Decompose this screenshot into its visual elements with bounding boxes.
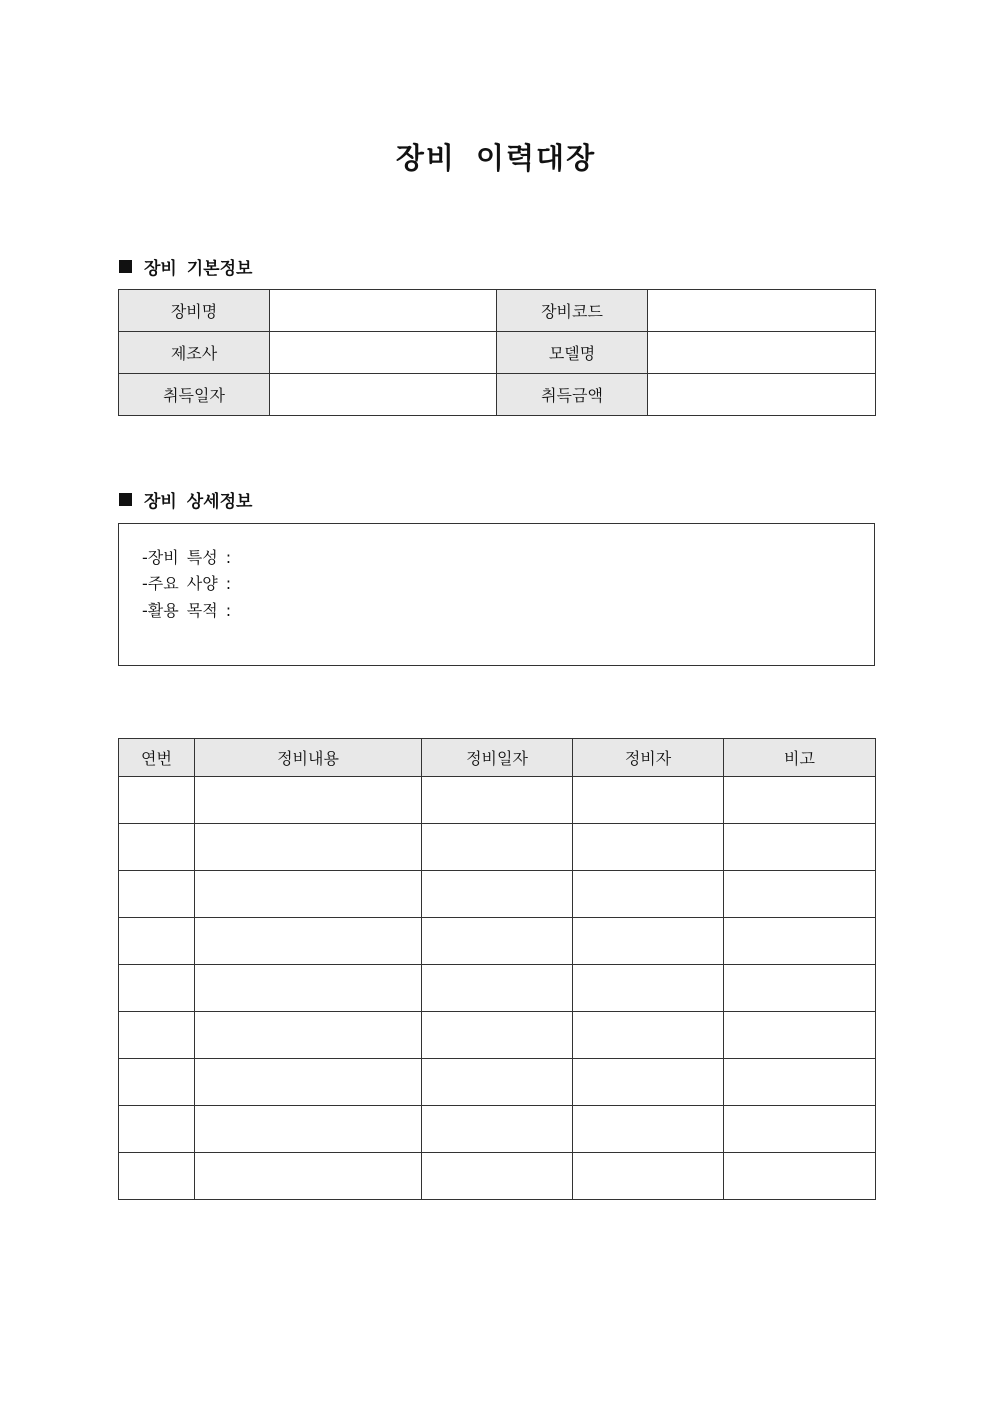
column-header-maintenance-date: 정비일자 [422, 739, 573, 777]
row-no-cell[interactable] [119, 1153, 195, 1200]
maintainer-cell[interactable] [573, 824, 724, 871]
remarks-cell[interactable] [724, 1153, 876, 1200]
column-header-no: 연번 [119, 739, 195, 777]
row-no-cell[interactable] [119, 1012, 195, 1059]
maintenance-date-cell[interactable] [422, 1153, 573, 1200]
model-name-field[interactable] [648, 332, 876, 374]
page-title: 장비 이력대장 [395, 141, 597, 175]
remarks-cell[interactable] [724, 1012, 876, 1059]
acquisition-date-label: 취득일자 [119, 374, 270, 416]
row-no-cell[interactable] [119, 871, 195, 918]
maintainer-cell[interactable] [573, 1153, 724, 1200]
detail-info-heading [119, 487, 252, 512]
usage-purpose-line: -활용 목적 : [142, 601, 232, 620]
table-row [119, 290, 876, 332]
equipment-name-label: 장비명 [119, 290, 270, 332]
remarks-cell[interactable] [724, 965, 876, 1012]
column-header-remarks: 비고 [724, 739, 876, 777]
maintainer-cell[interactable] [573, 1012, 724, 1059]
maintenance-date-cell[interactable] [422, 777, 573, 824]
maintainer-cell[interactable] [573, 777, 724, 824]
maintainer-cell[interactable] [573, 1106, 724, 1153]
square-bullet-icon [119, 493, 132, 506]
detail-info-heading-label: 장비 상세정보 [144, 492, 253, 512]
maintenance-content-cell[interactable] [195, 965, 422, 1012]
row-no-cell[interactable] [119, 918, 195, 965]
table-header-row [119, 739, 876, 777]
table-row [119, 918, 876, 965]
maintenance-date-cell[interactable] [422, 871, 573, 918]
row-no-cell[interactable] [119, 824, 195, 871]
maintenance-content-cell[interactable] [195, 1106, 422, 1153]
remarks-cell[interactable] [724, 824, 876, 871]
row-no-cell[interactable] [119, 1059, 195, 1106]
row-no-cell[interactable] [119, 1106, 195, 1153]
maintenance-history-table [118, 738, 876, 1200]
maintenance-date-cell[interactable] [422, 1106, 573, 1153]
table-row [119, 965, 876, 1012]
equipment-code-field[interactable] [648, 290, 876, 332]
table-row [119, 871, 876, 918]
maintenance-content-cell[interactable] [195, 918, 422, 965]
acquisition-amount-label: 취득금액 [497, 374, 648, 416]
maintenance-content-cell[interactable] [195, 1059, 422, 1106]
equipment-code-label: 장비코드 [497, 290, 648, 332]
maintainer-cell[interactable] [573, 918, 724, 965]
table-row [119, 777, 876, 824]
maintenance-content-cell[interactable] [195, 777, 422, 824]
table-row [119, 1153, 876, 1200]
remarks-cell[interactable] [724, 871, 876, 918]
basic-info-table [118, 289, 876, 416]
maintainer-cell[interactable] [573, 1059, 724, 1106]
table-row [119, 374, 876, 416]
maintenance-date-cell[interactable] [422, 1012, 573, 1059]
maintenance-content-cell[interactable] [195, 1012, 422, 1059]
table-row [119, 824, 876, 871]
remarks-cell[interactable] [724, 1059, 876, 1106]
manufacturer-field[interactable] [270, 332, 497, 374]
maintenance-history-body [119, 777, 876, 1200]
table-row [119, 332, 876, 374]
table-row [119, 1059, 876, 1106]
row-no-cell[interactable] [119, 777, 195, 824]
remarks-cell[interactable] [724, 918, 876, 965]
basic-info-heading [119, 254, 252, 279]
manufacturer-label: 제조사 [119, 332, 270, 374]
maintainer-cell[interactable] [573, 871, 724, 918]
maintenance-content-cell[interactable] [195, 1153, 422, 1200]
maintenance-date-cell[interactable] [422, 1059, 573, 1106]
table-row [119, 1106, 876, 1153]
acquisition-amount-field[interactable] [648, 374, 876, 416]
maintenance-date-cell[interactable] [422, 918, 573, 965]
equipment-name-field[interactable] [270, 290, 497, 332]
column-header-maintenance-content: 정비내용 [195, 739, 422, 777]
basic-info-heading-label: 장비 기본정보 [144, 259, 253, 279]
table-row [119, 1012, 876, 1059]
maintenance-date-cell[interactable] [422, 824, 573, 871]
square-bullet-icon [119, 260, 132, 273]
maintenance-content-cell[interactable] [195, 871, 422, 918]
column-header-maintainer: 정비자 [573, 739, 724, 777]
equipment-feature-line: -장비 특성 : [142, 548, 232, 567]
acquisition-date-field[interactable] [270, 374, 497, 416]
model-name-label: 모델명 [497, 332, 648, 374]
remarks-cell[interactable] [724, 777, 876, 824]
remarks-cell[interactable] [724, 1106, 876, 1153]
maintainer-cell[interactable] [573, 965, 724, 1012]
maintenance-date-cell[interactable] [422, 965, 573, 1012]
maintenance-content-cell[interactable] [195, 824, 422, 871]
detail-info-box[interactable] [118, 523, 875, 666]
main-spec-line: -주요 사양 : [142, 574, 232, 593]
row-no-cell[interactable] [119, 965, 195, 1012]
